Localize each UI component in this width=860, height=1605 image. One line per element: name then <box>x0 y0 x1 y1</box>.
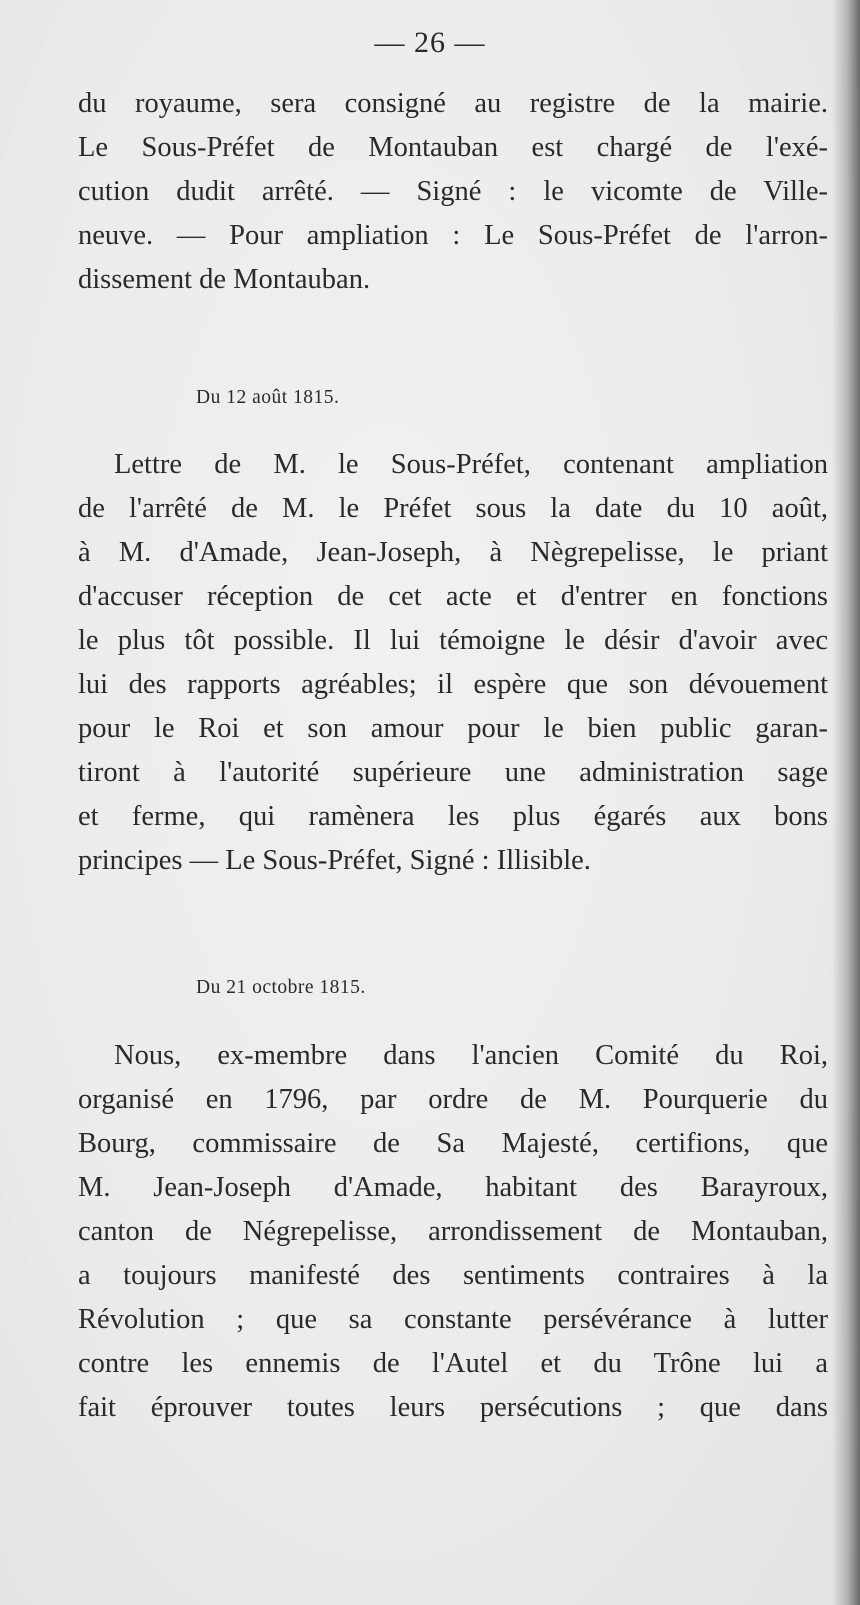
paragraph-letter <box>78 443 828 883</box>
text-line: de l'arrêté de M. le Préfet sous la date du 10 août, <box>78 493 828 524</box>
text-line: Bourg, commissaire de Sa Majesté, certifions, que <box>78 1128 828 1159</box>
text-line: cution dudit arrêté. — Signé : le vicomte de Ville- <box>78 176 828 207</box>
text-line: Le Sous-Préfet de Montauban est chargé de l'exé- <box>78 132 828 163</box>
text-line: lui des rapports agréables; il espère que son dévouement <box>78 669 828 700</box>
page-number: — 26 — <box>374 26 486 59</box>
text-line: à M. d'Amade, Jean-Joseph, à Nègrepelisse, le priant <box>78 537 828 568</box>
page-edge-shadow <box>832 0 860 1605</box>
text-line: pour le Roi et son amour pour le bien public garan- <box>78 713 828 744</box>
text-line: le plus tôt possible. Il lui témoigne le désir d'avoir avec <box>78 625 828 656</box>
text-line: Nous, ex-membre dans l'ancien Comité du Roi, <box>114 1040 828 1071</box>
text-line: Lettre de M. le Sous-Préfet, contenant ampliation <box>114 449 828 480</box>
paragraph-continuation <box>78 82 828 302</box>
text-line: organisé en 1796, par ordre de M. Pourquerie du <box>78 1084 828 1115</box>
text-line: et ferme, qui ramènera les plus égarés aux bons <box>78 801 828 832</box>
date-heading: Du 12 août 1815. <box>196 387 340 408</box>
text-line: dissement de Montauban. <box>78 264 371 295</box>
text-line: contre les ennemis de l'Autel et du Trône lui a <box>78 1348 828 1379</box>
text-line: fait éprouver toutes leurs persécutions ; que dans <box>78 1392 828 1423</box>
text-line: Révolution ; que sa constante persévérance à lutter <box>78 1304 828 1335</box>
text-line: tiront à l'autorité supérieure une administration sage <box>78 757 828 788</box>
paragraph-certificate <box>78 1034 828 1430</box>
text-line: neuve. — Pour ampliation : Le Sous-Préfet de l'arron- <box>78 220 828 251</box>
text-line: du royaume, sera consigné au registre de la mairie. <box>78 88 828 119</box>
date-heading: Du 21 octobre 1815. <box>196 977 366 998</box>
text-line: a toujours manifesté des sentiments contraires à la <box>78 1260 828 1291</box>
text-line: canton de Négrepelisse, arrondissement de Montauban, <box>78 1216 828 1247</box>
text-line: d'accuser réception de cet acte et d'entrer en fonctions <box>78 581 828 612</box>
text-line: principes — Le Sous-Préfet, Signé : Illisible. <box>78 845 591 876</box>
text-line: M. Jean-Joseph d'Amade, habitant des Barayroux, <box>78 1172 828 1203</box>
